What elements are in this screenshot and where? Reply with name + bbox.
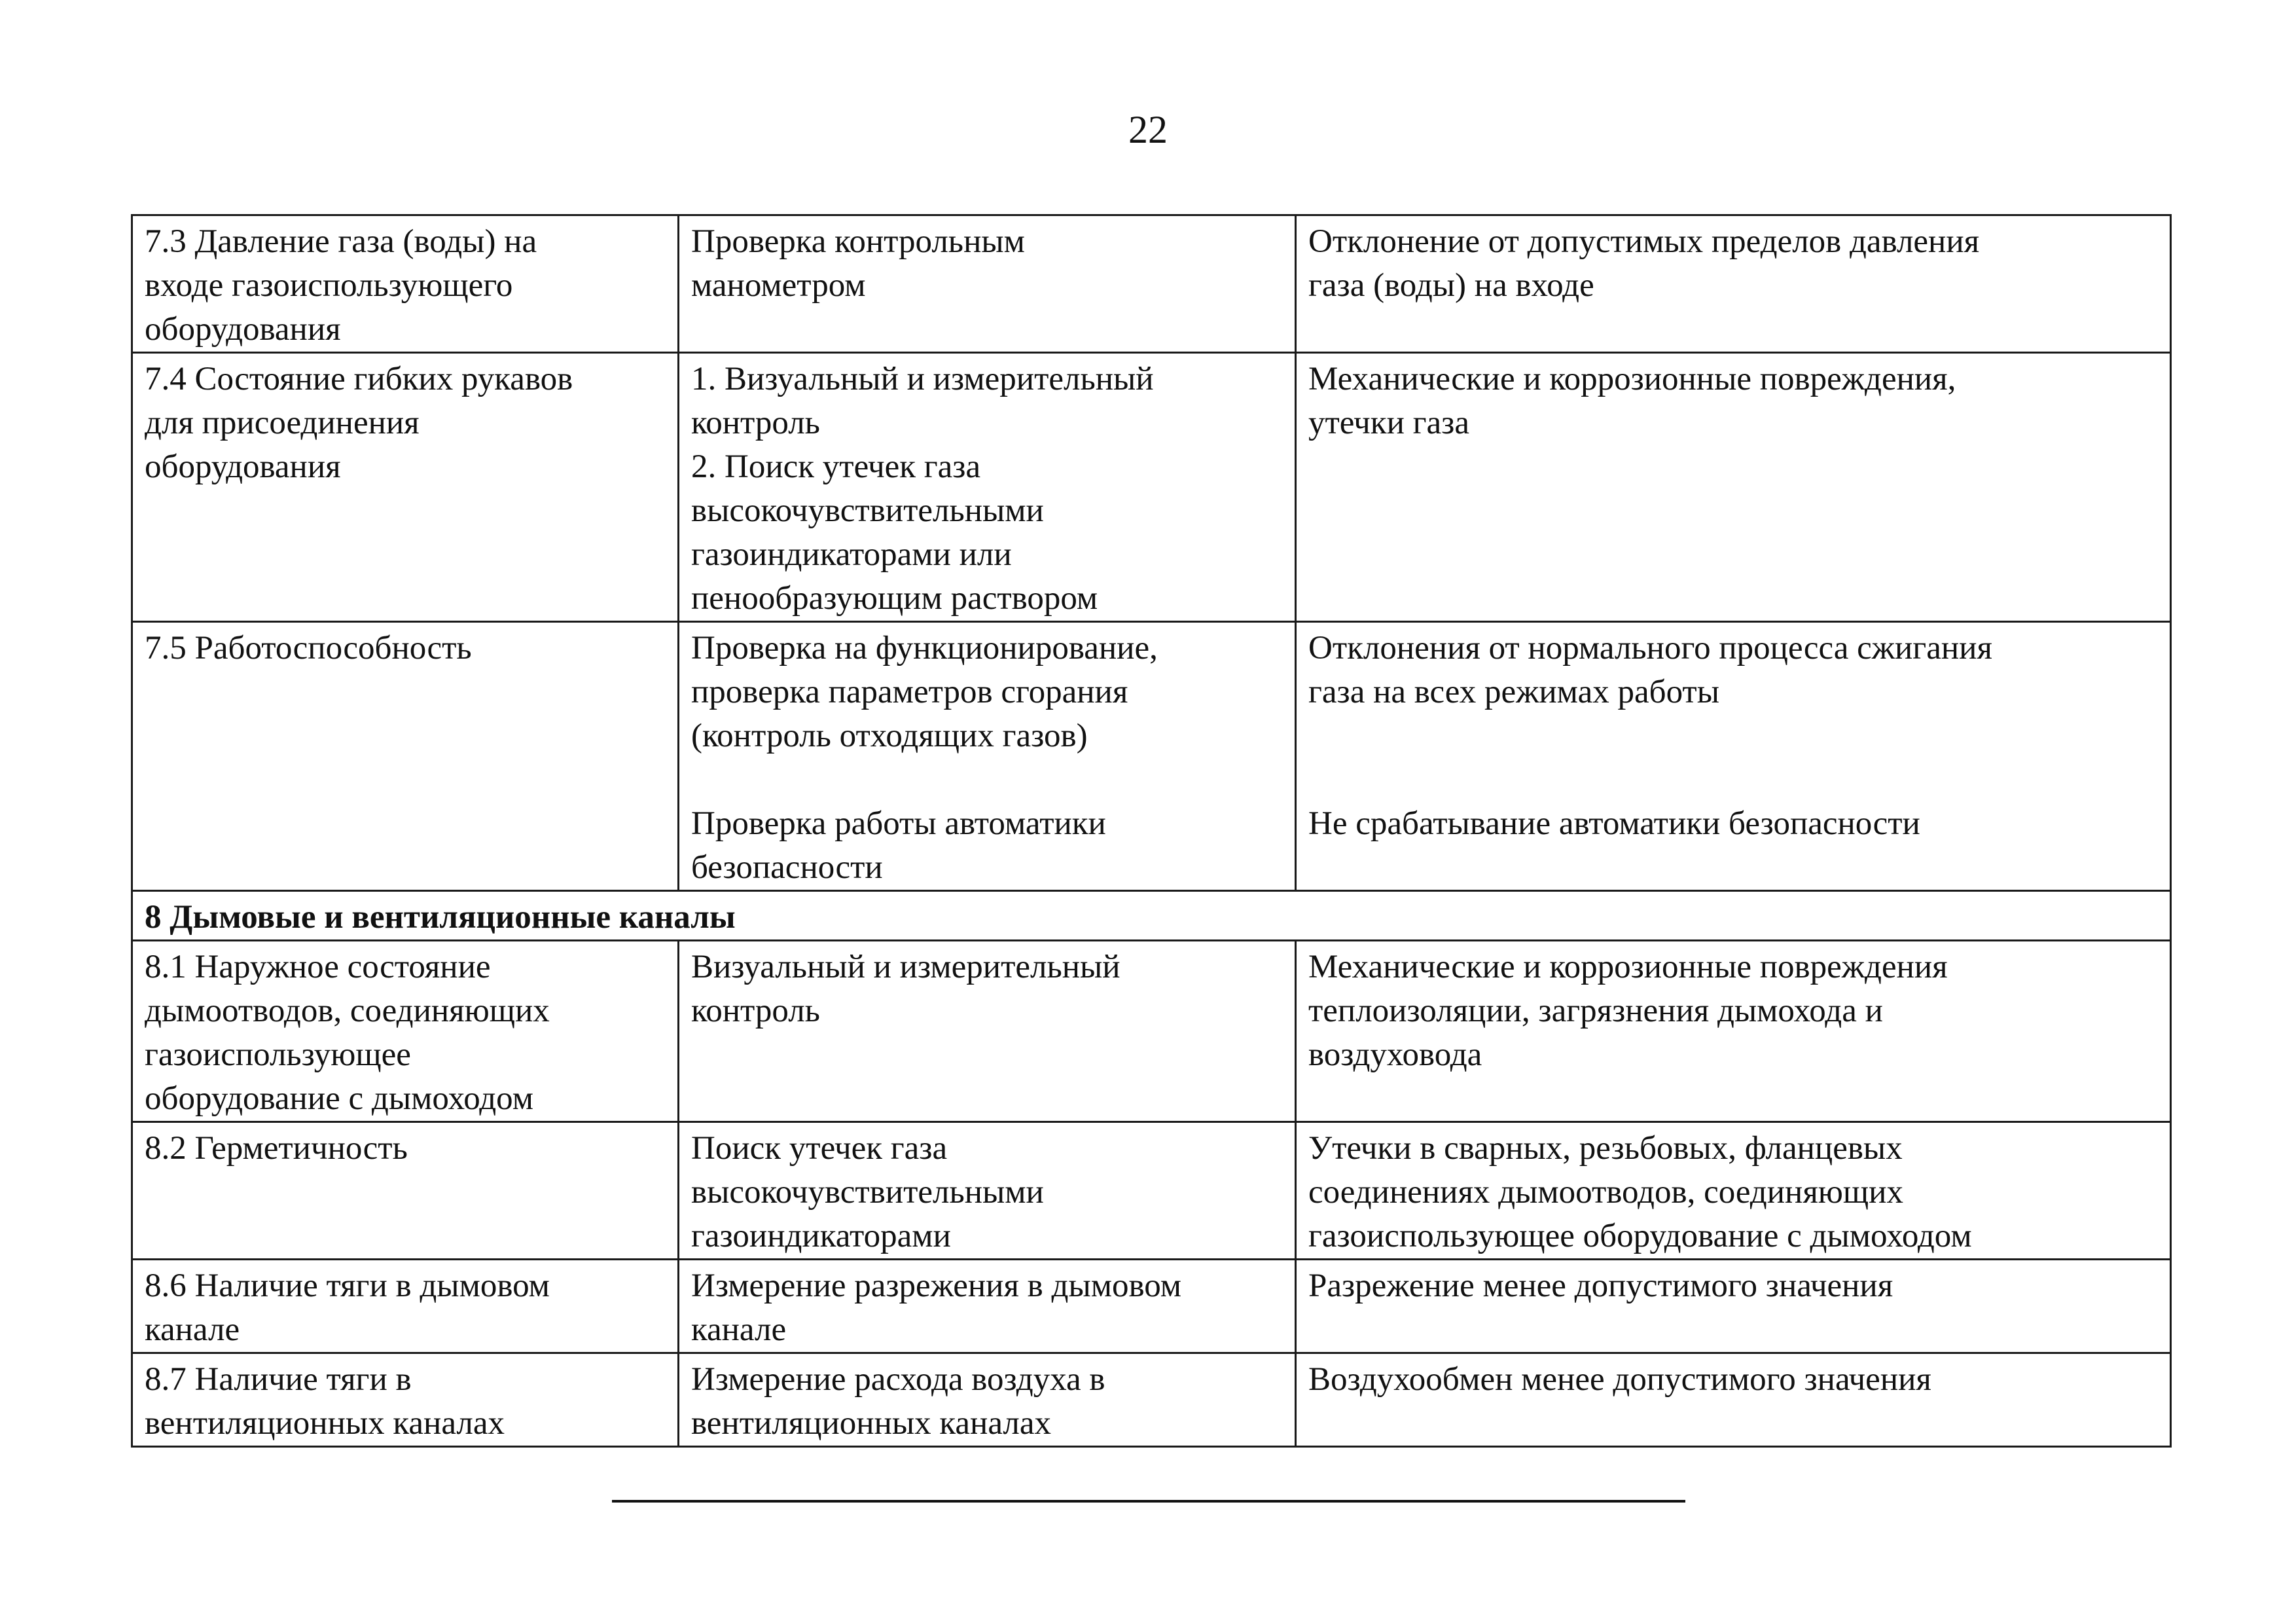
cell-text: газоиспользующее оборудование с дымоходом [1308,1218,1972,1254]
item-cell [132,1353,679,1447]
cell-text: 8.7 Наличие тяги в [145,1361,412,1398]
cell-text: газоиспользующее [145,1036,411,1073]
section-title [132,891,2171,941]
cell-text: контроль [691,993,820,1029]
cell-text: Механические и коррозионные повреждения, [1308,361,1956,397]
cell-text: воздуховода [1308,1036,1482,1073]
cell-text: Не срабатывание автоматики безопасности [1308,805,1920,842]
defect-cell [1296,1353,2171,1447]
cell-text: входе газоиспользующего [145,267,513,304]
item-cell [132,353,679,622]
blank-line [1308,714,2158,758]
cell-text: оборудование с дымоходом [145,1080,533,1117]
blank-line [691,758,1283,802]
cell-text: пенообразующим раствором [691,580,1098,617]
cell-text: высокочувствительными [691,492,1044,529]
cell-text: (контроль отходящих газов) [691,718,1088,754]
defect-cell [1296,622,2171,891]
cell-text: Проверка на функционирование, [691,630,1158,666]
table-row [132,622,2171,891]
method-cell [679,941,1296,1122]
method-cell [679,1353,1296,1447]
cell-text: контроль [691,405,820,441]
cell-text: Измерение расхода воздуха в [691,1361,1105,1398]
footer-divider [612,1500,1685,1503]
cell-text: газа на всех режимах работы [1308,674,1719,710]
cell-text: Измерение разрежения в дымовом [691,1267,1182,1304]
table-row [132,941,2171,1122]
cell-text: Отклонение от допустимых пределов давления [1308,223,1980,260]
method-cell [679,1122,1296,1260]
cell-text: вентиляционных каналах [145,1405,505,1442]
cell-text: соединениях дымоотводов, соединяющих [1308,1174,1903,1211]
cell-text: проверка параметров сгорания [691,674,1128,710]
cell-text: 7.3 Давление газа (воды) на [145,223,537,260]
cell-text: 8.1 Наружное состояние [145,949,491,985]
cell-text: 8.6 Наличие тяги в дымовом [145,1267,550,1304]
item-cell [132,622,679,891]
page-number: 22 [1128,108,1168,151]
table-row [132,1260,2171,1353]
item-cell [132,1122,679,1260]
defect-cell [1296,1122,2171,1260]
cell-text: Отклонения от нормального процесса сжигания [1308,630,1992,666]
cell-text: Разрежение менее допустимого значения [1308,1267,1893,1304]
cell-text: газоиндикаторами или [691,536,1012,573]
cell-text: Поиск утечек газа [691,1130,948,1167]
cell-text: 1. Визуальный и измерительный [691,361,1154,397]
cell-text: утечки газа [1308,405,1469,441]
cell-text: теплоизоляции, загрязнения дымохода и [1308,993,1883,1029]
method-cell [679,622,1296,891]
cell-text: для присоединения [145,405,420,441]
item-cell [132,1260,679,1353]
cell-text: 8.2 Герметичность [145,1130,408,1167]
cell-text: Утечки в сварных, резьбовых, фланцевых [1308,1130,1903,1167]
cell-text: Проверка контрольным [691,223,1025,260]
defect-cell [1296,1260,2171,1353]
cell-text: газа (воды) на входе [1308,267,1594,304]
defect-cell [1296,215,2171,353]
method-cell [679,1260,1296,1353]
cell-text: Визуальный и измерительный [691,949,1121,985]
cell-text: безопасности [691,849,883,886]
cell-text: Механические и коррозионные повреждения [1308,949,1948,985]
item-cell [132,941,679,1122]
cell-text: высокочувствительными [691,1174,1044,1211]
blank-line [1308,758,2158,802]
method-cell [679,215,1296,353]
item-cell [132,215,679,353]
cell-text: Проверка работы автоматики [691,805,1106,842]
table-row [132,215,2171,353]
section-title-text: 8 Дымовые и вентиляционные каналы [145,899,736,936]
cell-text: дымоотводов, соединяющих [145,993,550,1029]
cell-text: 2. Поиск утечек газа [691,448,981,485]
cell-text: 7.4 Состояние гибких рукавов [145,361,573,397]
cell-text: канале [145,1311,240,1348]
inspection-table [131,214,2172,1448]
table-row [132,1353,2171,1447]
table-row [132,353,2171,622]
cell-text: 7.5 Работоспособность [145,630,472,666]
cell-text: канале [691,1311,787,1348]
cell-text: газоиндикаторами [691,1218,951,1254]
defect-cell [1296,941,2171,1122]
section-row [132,891,2171,941]
cell-text: оборудования [145,448,341,485]
cell-text: вентиляционных каналах [691,1405,1051,1442]
cell-text: манометром [691,267,866,304]
cell-text: Воздухообмен менее допустимого значения [1308,1361,1931,1398]
method-cell [679,353,1296,622]
table-row [132,1122,2171,1260]
defect-cell [1296,353,2171,622]
cell-text: оборудования [145,311,341,348]
